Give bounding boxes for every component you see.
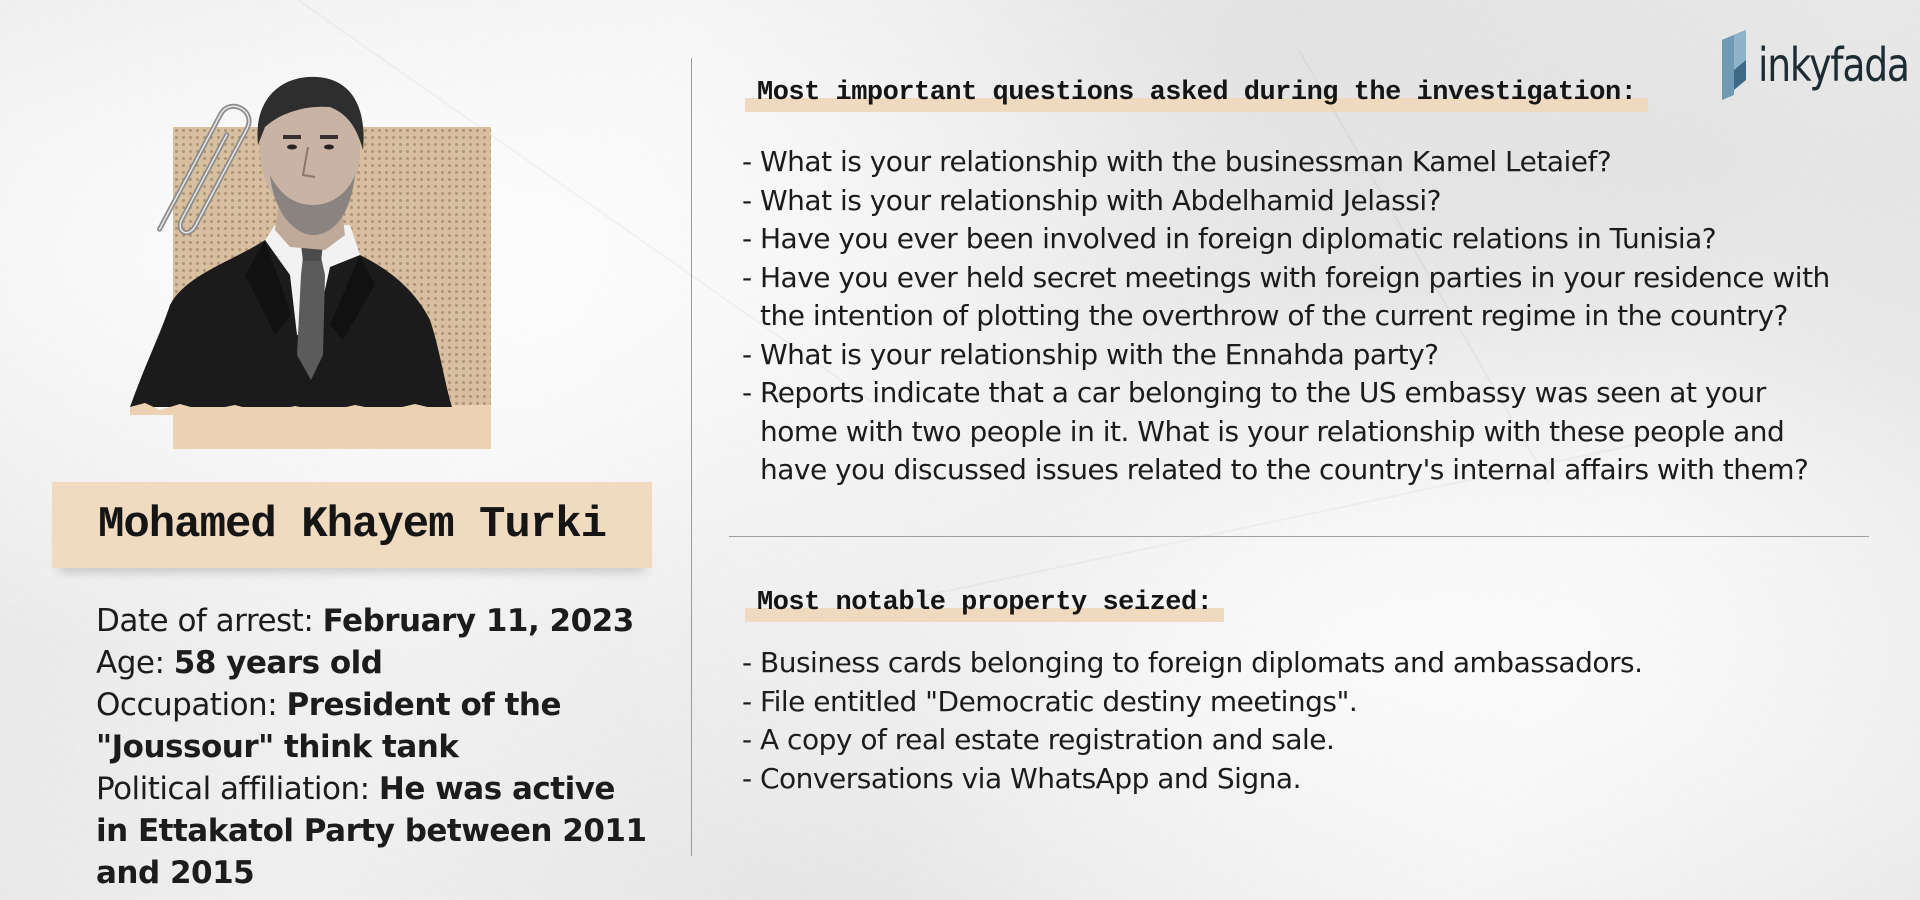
detail-label: Occupation: (96, 687, 287, 723)
question-text: What is your relationship with the businessman Kamel Letaief? (760, 145, 1612, 178)
list-item (742, 760, 1842, 799)
question-text: Have you ever been involved in foreign diplomatic relations in Tunisia? (760, 222, 1717, 255)
detail-value: February 11, 2023 (322, 603, 634, 639)
property-text: Conversations via WhatsApp and Signa. (760, 761, 1301, 795)
list-item (742, 683, 1842, 722)
brand-logo (1720, 30, 1920, 100)
questions-title-text: Most important questions asked during the investigation: (757, 78, 1637, 108)
property-text: A copy of real estate registration and sale. (760, 723, 1335, 756)
detail-value: President of the "Joussour" think tank (96, 687, 561, 765)
person-name: Mohamed Khayem Turki (97, 500, 607, 550)
logo-icon (1720, 30, 1748, 100)
dash-marker: - (742, 684, 752, 718)
property-list (742, 644, 1842, 798)
property-text: File entitled "Democratic destiny meetings". (760, 684, 1358, 718)
list-item (742, 644, 1842, 683)
property-text: Business cards belonging to foreign diplomats and ambassadors. (760, 646, 1643, 679)
horizontal-divider (729, 536, 1869, 537)
detail-political-affiliation (96, 768, 656, 894)
questions-title (745, 78, 1648, 108)
portrait (125, 35, 525, 455)
list-item (742, 182, 1842, 221)
person-details (96, 600, 656, 894)
detail-label: Political affiliation: (96, 771, 379, 807)
dash-marker: - (742, 761, 752, 795)
property-title (745, 588, 1224, 618)
question-text: What is your relationship with the Ennahda party? (760, 337, 1439, 371)
property-title-text: Most notable property seized: (757, 588, 1213, 618)
dash-marker: - (742, 260, 752, 294)
list-item (742, 721, 1842, 760)
dash-marker: - (742, 376, 752, 409)
detail-label: Age: (96, 645, 174, 681)
dash-marker: - (742, 646, 752, 679)
detail-label: Date of arrest: (96, 603, 323, 639)
detail-value: He was active in Ettakatol Party between 2011 and 2015 (96, 771, 647, 891)
list-item (742, 374, 1842, 490)
list-item (742, 220, 1842, 259)
questions-list (742, 143, 1842, 490)
dash-marker: - (742, 723, 752, 756)
name-plate (52, 482, 652, 568)
dash-marker: - (742, 145, 752, 178)
dash-marker: - (742, 222, 752, 255)
detail-occupation (96, 684, 656, 768)
dash-marker: - (742, 337, 752, 371)
question-text: Reports indicate that a car belonging to the US embassy was seen at your home with two people in it. What is your relationship with these people and have you discussed issues related to the country's internal affairs with them? (760, 376, 1809, 486)
detail-value: 58 years old (173, 645, 383, 681)
brand-name: inkyfada (1758, 38, 1909, 92)
question-text: What is your relationship with Abdelhamid Jelassi? (760, 183, 1441, 217)
list-item (742, 143, 1842, 182)
vertical-divider (691, 58, 692, 856)
dash-marker: - (742, 183, 752, 217)
list-item (742, 259, 1842, 336)
detail-arrest-date (96, 600, 656, 642)
question-text: Have you ever held secret meetings with foreign parties in your residence with the intention of plotting the overthrow of the current regime in the country? (760, 260, 1830, 332)
list-item (742, 336, 1842, 375)
detail-age (96, 642, 656, 684)
